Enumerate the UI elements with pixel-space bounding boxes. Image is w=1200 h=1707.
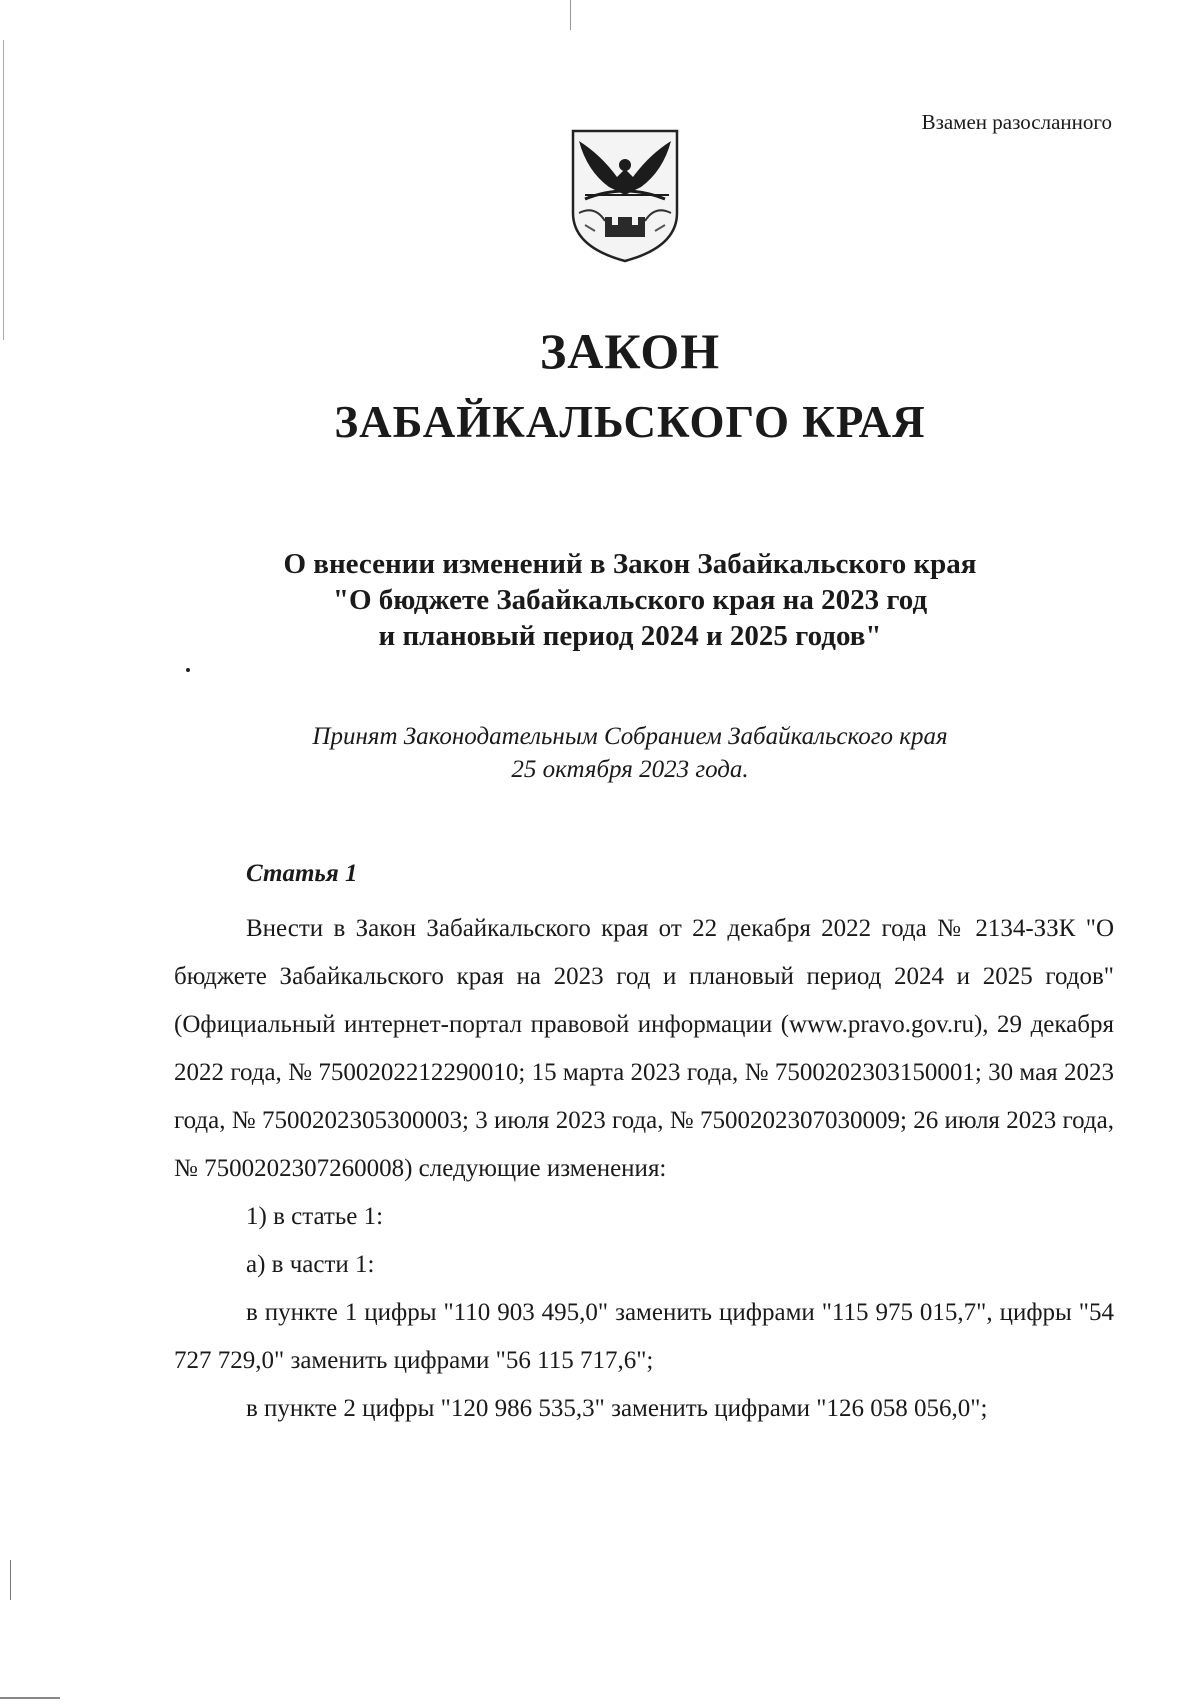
scan-artifact (0, 1697, 60, 1699)
scan-artifact (186, 668, 190, 672)
scan-artifact (570, 0, 571, 30)
subtitle-line: "О бюджете Забайкальского края на 2023 год (332, 584, 928, 616)
replacement-note: Взамен разосланного (921, 110, 1112, 134)
adoption-note (0, 720, 1200, 786)
adoption-date: 25 октября 2023 года. (511, 756, 749, 783)
scan-artifact (10, 1560, 11, 1600)
region-title: ЗАБАЙКАЛЬСКОГО КРАЯ (334, 397, 926, 447)
article-paragraph: в пункте 2 цифры "120 986 535,3" заменить цифрами "126 058 056,0"; (246, 1395, 988, 1422)
coat-of-arms-icon (565, 125, 685, 265)
article-paragraph: 1) в статье 1: (246, 1203, 384, 1230)
article-heading: Статья 1 (246, 860, 358, 887)
scan-artifact (3, 40, 4, 340)
article-body (174, 905, 1114, 1433)
article-paragraph: а) в части 1: (246, 1251, 375, 1278)
law-subtitle (0, 546, 1200, 654)
law-title: ЗАКОН (539, 323, 721, 379)
subtitle-line: О внесении изменений в Закон Забайкальского края (283, 548, 977, 580)
subtitle-line: и плановый период 2024 и 2025 годов" (378, 620, 882, 652)
adoption-line: Принят Законодательным Собранием Забайкальского края (312, 723, 948, 750)
article-paragraph: Внести в Закон Забайкальского края от 22 декабря 2022 года № 2134-ЗЗК "О бюджете Забайкальского края на 2023 год и плановый период 2024 и 2025 годов" (Официальный интернет-портал правовой информации (www.pravo.gov.ru), 29 декабря 2022 года, № 7500202212290010; 15 марта 2023 года, № 7500202303150001; 30 мая 2023 года, № 7500202305300003; 3 июля 2023 года, № 7500202307030009; 26 июля 2023 года, № 7500202307260008) следующие изменения: (174, 915, 1114, 1182)
article-paragraph: в пункте 1 цифры "110 903 495,0" заменить цифрами "115 975 015,7", цифры "54 727 729,0" заменить цифрами "56 115 717,6"; (174, 1299, 1114, 1374)
